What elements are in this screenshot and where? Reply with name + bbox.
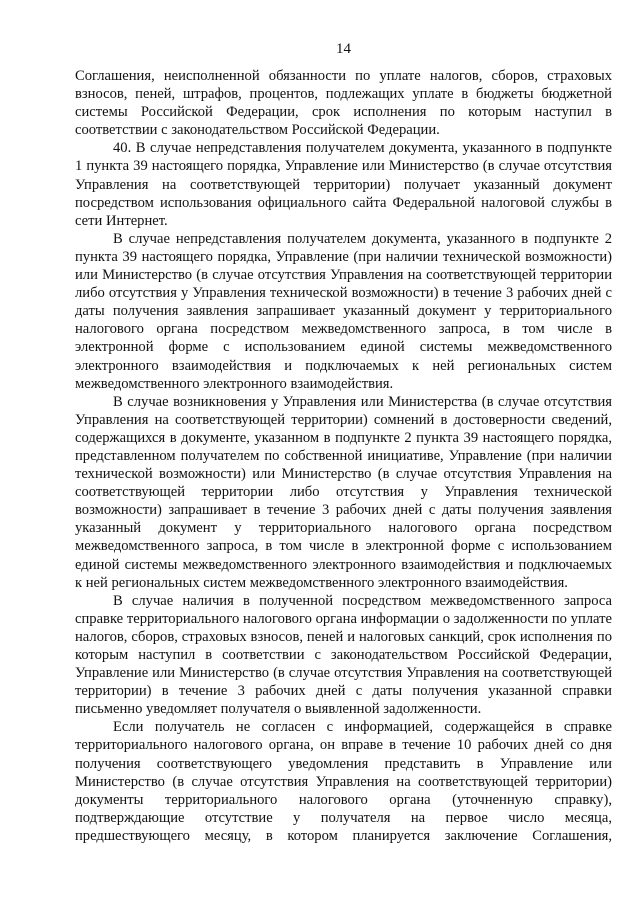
paragraph-subpoint-2-request: В случае непредставления получателем документа, указанного в подпункте 2 пункта 39 настоящего порядка, Управление (при наличии технической возможности) или Министерство (в случае отсутствия Управления на соответствующей территории либо отсутствия у Управления технической возможности) в течение 3 рабочих дней с даты получения заявления запрашивает указанный документ у территориального налогового органа посредством межведомственного запроса, в том числе в электронной форме с использованием единой системы межведомственного электронного взаимодействия и подключаемых к ней региональных систем межведомственного электронного взаимодействия. — [75, 230, 612, 392]
paragraph-disagreement: Если получатель не согласен с информацией, содержащейся в справке территориального налогового органа, он вправе в течение 10 рабочих дней со дня получения соответствующего уведомления представить в Управление или Министерство (в случае отсутствия Управления на соответствующей территории) документы территориального налогового органа (уточненную справку), подтверждающие отсутствие у получателя на первое число месяца, предшествующего месяцу, в котором планируется заключение Соглашения, — [75, 719, 612, 844]
paragraph-continuation: Соглашения, неисполненной обязанности по уплате налогов, сборов, страховых взносов, пеней, штрафов, процентов, подлежащих уплате в бюджеты бюджетной системы Российской Федерации, срок исполнения по которым наступил в соответствии с законодательством Российской Федерации. — [75, 68, 612, 139]
paragraph-debt-notification: В случае наличия в полученной посредством межведомственного запроса справке территориального налогового органа информации о задолженности по уплате налогов, сборов, страховых взносов, пеней и налоговых санкций, срок исполнения по которым наступил в соответствии с законодательством Российской Федерации, Управление или Министерство (в случае отсутствия Управления на соответствующей территории) в течение 3 рабочих дней с даты получения указанной справки письменно уведомляет получателя о выявленной задолженности. — [75, 592, 612, 718]
paragraph-doubts-request: В случае возникновения у Управления или Министерства (в случае отсутствия Управления на соответствующей территории) сомнений в достоверности сведений, содержащихся в документе, указанном в подпункте 2 пункта 39 настоящего порядка, представленном получателем по собственной инициативе, Управление (при наличии технической возможности) или Министерство (в случае отсутствия Управления на соответствующей территории либо отсутствия у Управления технической возможности) запрашивает в течение 3 рабочих дней с даты получения заявления указанный документ у территориального налогового органа посредством межведомственного запроса, в том числе в электронной форме с использованием единой системы межведомственного электронного взаимодействия и подключаемых к ней региональных систем межведомственного электронного взаимодействия. — [75, 393, 612, 591]
paragraph-item-40: 40. В случае непредставления получателем документа, указанного в подпункте 1 пункта 39 настоящего порядка, Управление или Министерство (в случае отсутствия Управления на соответствующей территории) получает указанный документ посредством использования официального сайта Федеральной налоговой службы в сети Интернет. — [75, 140, 612, 229]
page-number: 14 — [336, 41, 351, 57]
document-page — [75, 40, 612, 845]
